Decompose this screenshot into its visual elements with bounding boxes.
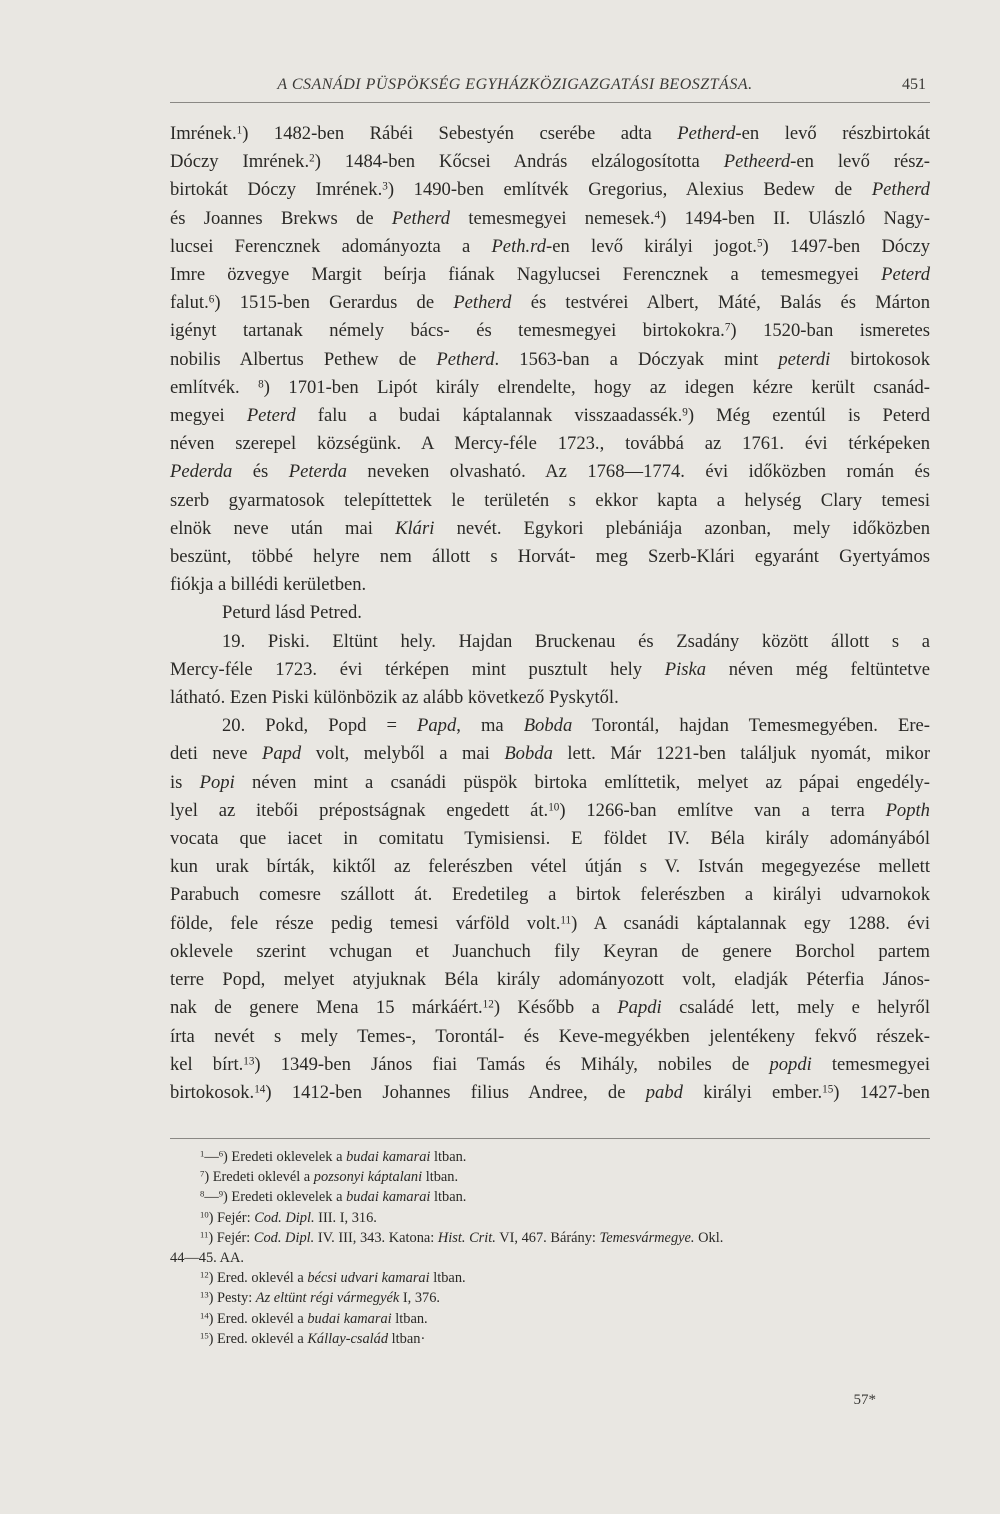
text-line: fiókja a billédi kerületben. [170,574,367,596]
text-line: említvék. $^8$) 1701-ben Lipót király elrendelte, hogy az idegen kézre került csanád- [170,376,930,398]
footnote-divider [170,1138,930,1139]
text-line: szerb gyarmatosok telepíttettek le területén s ekkor kapta a helység Clary temesi [170,489,930,511]
page-number: 451 [902,76,926,93]
text-line: megyei Peterd falu a budai káptalannak visszaadassék.$^9$) Még ezentúl is Peterd [170,405,930,427]
footnote-continuation: 44—45. AA. [170,1250,244,1267]
running-header [170,72,930,103]
footnote: $^{15}$) Ered. oklevél a Kállay-család ltban· [200,1330,426,1347]
text-line: igényt tartanak némely bács- és temesmegyei birtokokra.$^7$) 1520-ban ismeretes [170,320,931,342]
footnote: $^{14}$) Ered. oklevél a budai kamarai ltban. [200,1310,428,1327]
text-line: Pederda és Peterda neveken olvasható. Az 1768—1774. évi időközben román és [170,461,930,483]
text-line: lucsei Ferencznek adományozta a Peth.rd-en levő királyi jogot.$^5$) 1497-ben Dóczy [170,235,931,257]
text-line: Dóczy Imrének.$^2$) 1484-ben Kőcsei András elzálogosította Petheerd-en levő rész- [170,151,930,173]
section-heading-line: 19. Piski. Eltünt hely. Hajdan Bruckenau és Zsadány között állott s a [222,630,930,652]
footnotes [170,1147,930,1349]
footnote: $^{12}$) Ered. oklevél a bécsi udvari kamarai ltban. [200,1269,466,1287]
footnote: $^7$) Eredeti oklevél a pozsonyi káptalani ltban. [200,1168,459,1186]
text-line: Imre özvegye Margit beírja fiának Nagylucsei Ferencznek a temesmegyei Peterd [170,264,930,286]
text-line: kel bírt.$^{13}$) 1349-ben János fiai Tamás és Mihály, nobiles de popdi temesmegyei [170,1053,930,1075]
text-line: falut.$^6$) 1515-ben Gerardus de Petherd és testvérei Albert, Máté, Balás és Márton [170,292,930,314]
signature-mark: 57* [853,1392,876,1408]
text-line: elnök neve után mai Klári nevét. Egykori plebániája azonban, mely időközben [170,517,930,539]
body-text [170,120,930,1107]
text-line: néven szerepel községünk. A Mercy-féle 1723., továbbá az 1761. évi térképeken [170,433,930,455]
text-line: írta nevét s mely Temes-, Torontál- és Keve-megyékben jelentékeny fekvő részek- [170,1025,930,1047]
text-line: Mercy-féle 1723. évi térképen mint pusztult hely Piska néven még feltüntetve [170,658,930,680]
text-line: oklevele szerint vchugan et Juanchuch fily Keyran de genere Borchol partem [170,940,930,962]
footnote: $^1$—$^6$) Eredeti oklevelek a budai kamarai ltban. [200,1148,467,1165]
footnote: $^{13}$) Pesty: Az eltünt régi vármegyék I, 376. [200,1290,441,1307]
footnote: $^8$—$^9$) Eredeti oklevelek a budai kamarai ltban. [200,1189,467,1206]
text-line: lyel az itebői prépostságnak engedett át.$^{10}$) 1266-ban említve van a terra Popth [170,799,930,821]
text-line: birtokát Dóczy Imrének.$^3$) 1490-ben említvék Gregorius, Alexius Bedew de Petherd [170,179,930,201]
footnote: $^{10}$) Fejér: Cod. Dipl. III. I, 316. [200,1209,377,1226]
running-title: A CSANÁDI PÜSPÖKSÉG EGYHÁZKÖZIGAZGATÁSI BEOSZTÁSA. [277,76,753,93]
text-line: Parabuch comesre szállott át. Eredetileg a birtok felerészben a királyi udvarnokok [170,884,930,906]
text-line: nobilis Albertus Pethew de Petherd. 1563-ban a Dóczyak mint peterdi birtokosok [170,348,930,370]
text-line: és Joannes Brekws de Petherd temesmegyei nemesek.$^4$) 1494-ben II. Ulászló Nagy- [170,207,930,229]
text-line: beszünt, többé helyre nem állott s Horvát- meg Szerb-Klári egyaránt Gyertyámos [170,546,930,568]
footnote: $^{11}$) Fejér: Cod. Dipl. IV. III, 343. Katona: Hist. Crit. VI, 467. Bárány: Temesvármegye. Okl. [200,1229,724,1246]
text-line: Imrének.$^1$) 1482-ben Rábéi Sebestyén cserébe adta Petherd-en levő részbirtokát [170,123,930,144]
text-line: látható. Ezen Piski különbözik az alább következő Pyskytől. [170,687,619,709]
text-line: földe, fele része pedig temesi várföld volt.$^{11}$) A csanádi káptalannak egy 1288. évi [170,912,930,934]
text-line: vocata que iacet in comitatu Tymisiensi. E földet IV. Béla király adományából [170,828,930,850]
text-line: nak de genere Mena 15 márkáért.$^{12}$) Később a Papdi családé lett, mely e helyről [170,997,931,1019]
text-line: birtokosok.$^{14}$) 1412-ben Johannes filius Andree, de pabd királyi ember.$^{15}$) 1427-ben [170,1081,930,1103]
text-line: kun urak bírták, kiktől az felerészben vétel útján s V. István megegyezése mellett [170,856,930,878]
text-line: is Popi néven mint a csanádi püspök birtoka említtetik, melyet az pápai engedély- [170,771,930,793]
text-line: deti neve Papd volt, melyből a mai Bobda lett. Már 1221-ben találjuk nyomát, mikor [170,743,931,765]
section-heading-line: 20. Pokd, Popd = Papd, ma Bobda Torontál, hajdan Temesmegyében. Ere- [222,715,930,737]
text-line: Peturd lásd Petred. [222,602,362,624]
text-line: terre Popd, melyet atyjuknak Béla király adományozott volt, eladják Péterfia János- [170,969,930,991]
